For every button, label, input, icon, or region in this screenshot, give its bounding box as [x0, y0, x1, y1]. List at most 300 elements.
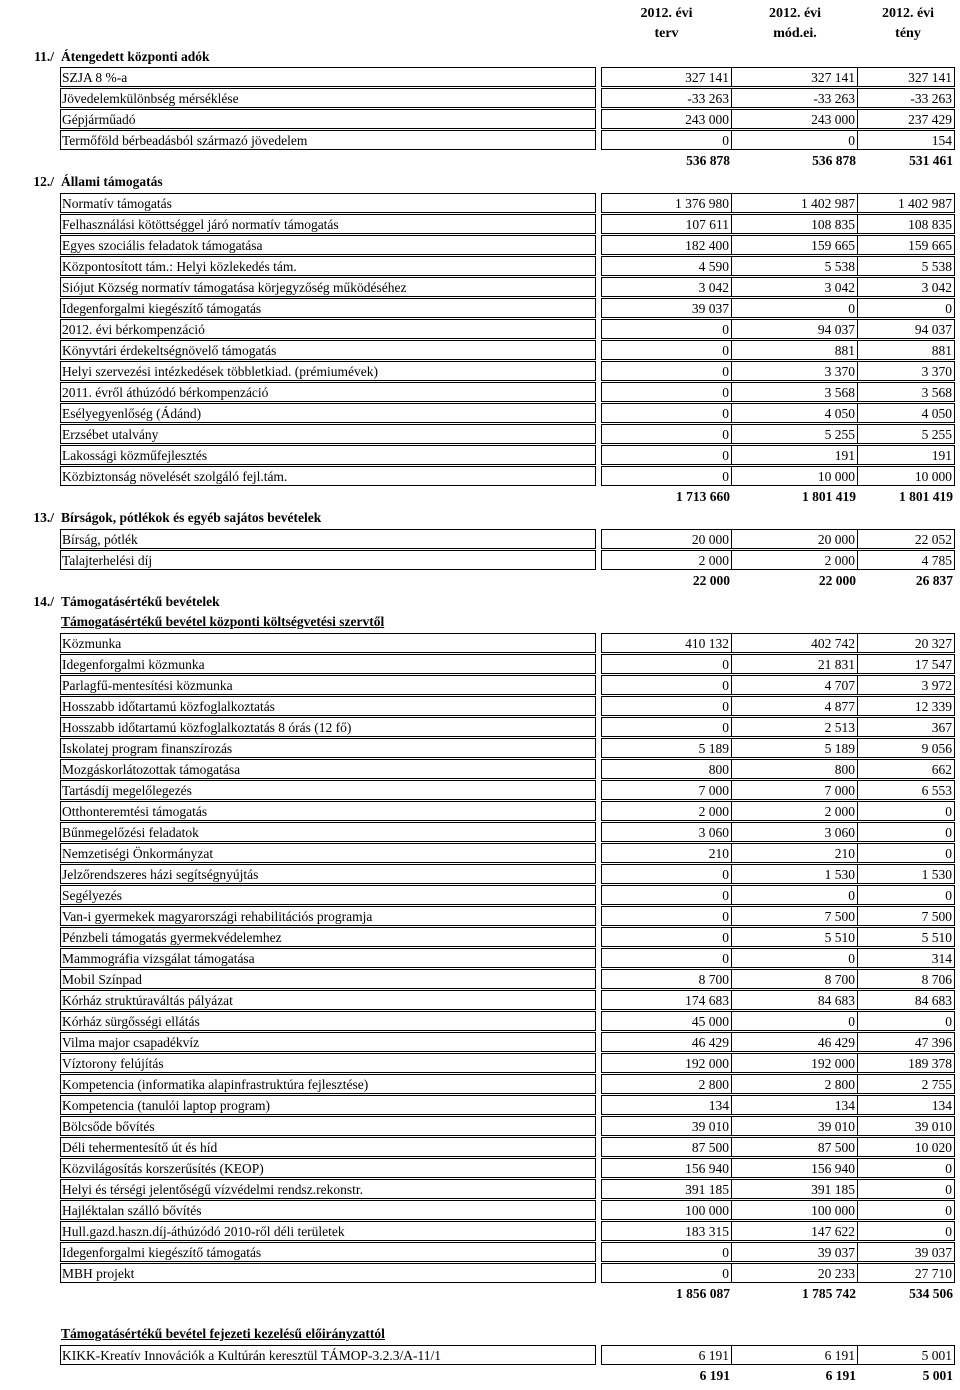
table-row: [0, 696, 960, 716]
value-terv: 391 185: [601, 1179, 732, 1199]
table-row: [0, 843, 960, 863]
value-modei: -33 263: [732, 88, 858, 108]
section-number: 14./: [33, 594, 54, 609]
value-teny: 191: [858, 445, 955, 465]
value-teny: 5 255: [858, 424, 955, 444]
table-row: [0, 654, 960, 674]
value-teny: 4 050: [858, 403, 955, 423]
row-label: Segélyezés: [60, 885, 596, 905]
value-modei: 7 500: [732, 906, 858, 926]
row-label: 2011. évről áthúzódó bérkompenzáció: [60, 382, 596, 402]
section-header: [0, 592, 960, 612]
value-teny: 531 461: [909, 153, 953, 168]
value-terv: 156 940: [601, 1158, 732, 1178]
table-row: [0, 1116, 960, 1136]
table-row: [0, 67, 960, 87]
table-row: [0, 759, 960, 779]
value-modei: 0: [732, 1011, 858, 1031]
value-teny: 10 000: [858, 466, 955, 486]
row-label: Idegenforgalmi kiegészítő támogatás: [60, 1242, 596, 1262]
total-row: [0, 1284, 960, 1304]
value-terv: 243 000: [601, 109, 732, 129]
value-modei: 87 500: [732, 1137, 858, 1157]
value-terv: 800: [601, 759, 732, 779]
table-row: [0, 633, 960, 653]
value-teny: 6 553: [858, 780, 955, 800]
value-modei: 4 050: [732, 403, 858, 423]
table-row: [0, 885, 960, 905]
row-label: Kompetencia (informatika alapinfrastruktúra fejlesztése): [60, 1074, 596, 1094]
value-teny: 4 785: [858, 550, 955, 570]
value-modei: 327 141: [732, 67, 858, 87]
value-teny: 5 510: [858, 927, 955, 947]
value-teny: 0: [858, 1200, 955, 1220]
table-row: [0, 445, 960, 465]
value-teny: 134: [858, 1095, 955, 1115]
value-terv: 0: [601, 382, 732, 402]
row-label: Siójut Község normatív támogatása körjegyzőség működéséhez: [60, 277, 596, 297]
row-label: Jövedelemkülönbség mérséklése: [60, 88, 596, 108]
table-row: [0, 214, 960, 234]
value-teny: 0: [858, 1221, 955, 1241]
value-terv: 0: [601, 319, 732, 339]
row-label: MBH projekt: [60, 1263, 596, 1283]
value-terv: 0: [601, 948, 732, 968]
value-modei: 2 000: [732, 550, 858, 570]
value-modei: 210: [732, 843, 858, 863]
value-teny: 5 538: [858, 256, 955, 276]
value-terv: 0: [601, 927, 732, 947]
value-terv: 0: [601, 885, 732, 905]
table-row: [0, 88, 960, 108]
row-label: Gépjárműadó: [60, 109, 596, 129]
value-terv: 0: [601, 864, 732, 884]
row-label: Idegenforgalmi közmunka: [60, 654, 596, 674]
value-modei: 5 189: [732, 738, 858, 758]
value-terv: 0: [601, 717, 732, 737]
row-label: Kórház struktúraváltás pályázat: [60, 990, 596, 1010]
row-label: Helyi szervezési intézkedések többletkiad. (prémiumévek): [60, 361, 596, 381]
header-col-teny-line1: 2012. évi: [881, 6, 935, 21]
table-row: [0, 1200, 960, 1220]
value-teny: 1 402 987: [858, 193, 955, 213]
row-label: Hosszabb időtartamú közfoglalkoztatás 8 órás (12 fő): [60, 717, 596, 737]
row-label: Könyvtári érdekeltségnövelő támogatás: [60, 340, 596, 360]
value-modei: 3 568: [732, 382, 858, 402]
value-terv: 1 713 660: [676, 489, 730, 504]
value-modei: 21 831: [732, 654, 858, 674]
row-label: Lakossági közműfejlesztés: [60, 445, 596, 465]
value-teny: 3 568: [858, 382, 955, 402]
table-row: [0, 1074, 960, 1094]
value-teny: -33 263: [858, 88, 955, 108]
value-terv: 1 856 087: [676, 1286, 730, 1301]
value-terv: 6 191: [601, 1345, 732, 1365]
value-teny: 189 378: [858, 1053, 955, 1073]
value-modei: 1 801 419: [802, 489, 856, 504]
value-teny: 314: [858, 948, 955, 968]
subsection-header: [0, 612, 960, 632]
value-teny: 3 972: [858, 675, 955, 695]
table-row: [0, 1032, 960, 1052]
header-col-teny: [858, 4, 958, 44]
row-label: Víztorony felújítás: [60, 1053, 596, 1073]
row-label: Mozgáskorlátozottak támogatása: [60, 759, 596, 779]
section-title: Állami támogatás: [61, 174, 163, 189]
value-teny: 0: [858, 843, 955, 863]
value-teny: 39 037: [858, 1242, 955, 1262]
table-row: [0, 193, 960, 213]
value-terv: 536 878: [686, 153, 730, 168]
value-teny: 0: [858, 822, 955, 842]
value-teny: 3 042: [858, 277, 955, 297]
value-terv: 0: [601, 445, 732, 465]
value-modei: 108 835: [732, 214, 858, 234]
value-terv: 210: [601, 843, 732, 863]
value-terv: 1 376 980: [601, 193, 732, 213]
value-modei: 3 370: [732, 361, 858, 381]
table-row: [0, 1158, 960, 1178]
table-row: [0, 780, 960, 800]
value-teny: 9 056: [858, 738, 955, 758]
value-modei: 46 429: [732, 1032, 858, 1052]
value-teny: 367: [858, 717, 955, 737]
row-label: Hull.gazd.haszn.díj-áthúzódó 2010-ről déli területek: [60, 1221, 596, 1241]
table-row: [0, 1242, 960, 1262]
row-label: Közmunka: [60, 633, 596, 653]
value-terv: 174 683: [601, 990, 732, 1010]
value-terv: 2 800: [601, 1074, 732, 1094]
header-col-terv-line1: 2012. évi: [640, 6, 693, 21]
table-row: [0, 1137, 960, 1157]
row-label: KIKK-Kreatív Innovációk a Kultúrán keresztül TÁMOP-3.2.3/A-11/1: [60, 1345, 596, 1365]
value-terv: 100 000: [601, 1200, 732, 1220]
value-terv: 87 500: [601, 1137, 732, 1157]
section-number: 11./: [34, 49, 54, 64]
table-row: [0, 1345, 960, 1365]
value-modei: 159 665: [732, 235, 858, 255]
value-modei: 391 185: [732, 1179, 858, 1199]
value-modei: 6 191: [825, 1368, 856, 1383]
value-teny: 12 339: [858, 696, 955, 716]
total-row: [0, 571, 960, 591]
table-row: [0, 361, 960, 381]
table-row: [0, 927, 960, 947]
value-terv: 0: [601, 340, 732, 360]
row-label: Parlagfű-mentesítési közmunka: [60, 675, 596, 695]
row-label: Közvilágosítás korszerűsítés (KEOP): [60, 1158, 596, 1178]
row-label: SZJA 8 %-a: [60, 67, 596, 87]
value-modei: 10 000: [732, 466, 858, 486]
section-number: 12./: [33, 174, 54, 189]
subsection-title: Támogatásértékű bevétel fejezeti kezelésű előirányzattól: [61, 1326, 385, 1341]
table-row: [0, 990, 960, 1010]
table-row: [0, 948, 960, 968]
value-modei: 0: [732, 130, 858, 150]
table-row: [0, 298, 960, 318]
table-row: [0, 1263, 960, 1283]
value-teny: 5 001: [922, 1368, 953, 1383]
row-label: Vilma major csapadékvíz: [60, 1032, 596, 1052]
value-teny: 5 001: [858, 1345, 955, 1365]
value-teny: 7 500: [858, 906, 955, 926]
value-terv: 192 000: [601, 1053, 732, 1073]
table-row: [0, 403, 960, 423]
value-teny: 0: [858, 885, 955, 905]
value-modei: 800: [732, 759, 858, 779]
table-row: [0, 1179, 960, 1199]
value-modei: 2 800: [732, 1074, 858, 1094]
value-teny: 22 052: [858, 529, 955, 549]
value-terv: 39 037: [601, 298, 732, 318]
table-row: [0, 466, 960, 486]
value-modei: 5 255: [732, 424, 858, 444]
value-terv: 327 141: [601, 67, 732, 87]
section-title: Támogatásértékű bevételek: [61, 594, 220, 609]
header-col-teny-line2: tény: [895, 26, 921, 41]
header-col-modei-line2: mód.ei.: [773, 26, 817, 41]
value-terv: 410 132: [601, 633, 732, 653]
table-row: [0, 864, 960, 884]
row-label: Van-i gyermekek magyarországi rehabilitációs programja: [60, 906, 596, 926]
value-modei: 881: [732, 340, 858, 360]
value-teny: 0: [858, 1158, 955, 1178]
value-modei: 5 538: [732, 256, 858, 276]
row-label: Felhasználási kötöttséggel járó normatív támogatás: [60, 214, 596, 234]
row-label: Jelzőrendszeres házi segítségnyújtás: [60, 864, 596, 884]
row-label: 2012. évi bérkompenzáció: [60, 319, 596, 339]
table-row: [0, 738, 960, 758]
value-modei: 3 042: [732, 277, 858, 297]
section-header: [0, 47, 960, 67]
value-teny: 84 683: [858, 990, 955, 1010]
table-row: [0, 550, 960, 570]
row-label: Erzsébet utalvány: [60, 424, 596, 444]
value-modei: 134: [732, 1095, 858, 1115]
subsection-title: Támogatásértékű bevétel központi költségvetési szervtől: [61, 614, 385, 629]
table-row: [0, 130, 960, 150]
section-number: 13./: [33, 510, 54, 525]
value-teny: 881: [858, 340, 955, 360]
row-label: Pénzbeli támogatás gyermekvédelemhez: [60, 927, 596, 947]
total-row: [0, 1366, 960, 1386]
value-modei: 3 060: [732, 822, 858, 842]
value-modei: 2 000: [732, 801, 858, 821]
table-row: [0, 277, 960, 297]
table-row: [0, 319, 960, 339]
row-label: Otthonteremtési támogatás: [60, 801, 596, 821]
value-terv: 2 000: [601, 801, 732, 821]
header-col-modei: [732, 4, 858, 44]
value-terv: -33 263: [601, 88, 732, 108]
section-title: Bírságok, pótlékok és egyéb sajátos bevételek: [61, 510, 322, 525]
table-row: [0, 906, 960, 926]
value-teny: 108 835: [858, 214, 955, 234]
row-label: Helyi és térségi jelentőségű vízvédelmi rendsz.rekonstr.: [60, 1179, 596, 1199]
total-row: [0, 151, 960, 171]
row-label: Iskolatej program finanszírozás: [60, 738, 596, 758]
row-label: Idegenforgalmi kiegészítő támogatás: [60, 298, 596, 318]
value-modei: 39 037: [732, 1242, 858, 1262]
value-modei: 4 707: [732, 675, 858, 695]
row-label: Kompetencia (tanulói laptop program): [60, 1095, 596, 1115]
table-row: [0, 340, 960, 360]
value-modei: 402 742: [732, 633, 858, 653]
value-terv: 0: [601, 466, 732, 486]
header-col-modei-line1: 2012. évi: [768, 6, 822, 21]
table-row: [0, 1095, 960, 1115]
value-terv: 0: [601, 361, 732, 381]
section-header: [0, 172, 960, 192]
value-modei: 20 000: [732, 529, 858, 549]
value-modei: 6 191: [732, 1345, 858, 1365]
header-col-terv-line2: terv: [654, 26, 679, 41]
value-modei: 156 940: [732, 1158, 858, 1178]
row-label: Kórház sürgősségi ellátás: [60, 1011, 596, 1031]
value-teny: 0: [858, 1011, 955, 1031]
row-label: Termőföld bérbeadásból származó jövedelem: [60, 130, 596, 150]
value-modei: 2 513: [732, 717, 858, 737]
value-terv: 3 060: [601, 822, 732, 842]
value-modei: 22 000: [818, 573, 856, 588]
value-modei: 100 000: [732, 1200, 858, 1220]
value-modei: 191: [732, 445, 858, 465]
table-row: [0, 822, 960, 842]
value-terv: 182 400: [601, 235, 732, 255]
row-label: Mobil Színpad: [60, 969, 596, 989]
table-row: [0, 382, 960, 402]
value-teny: 534 506: [909, 1286, 953, 1301]
value-modei: 39 010: [732, 1116, 858, 1136]
value-terv: 7 000: [601, 780, 732, 800]
value-teny: 1 801 419: [899, 489, 953, 504]
row-label: Mammográfia vizsgálat támogatása: [60, 948, 596, 968]
value-modei: 0: [732, 298, 858, 318]
table-row: [0, 1221, 960, 1241]
value-terv: 2 000: [601, 550, 732, 570]
value-teny: 154: [858, 130, 955, 150]
row-label: Bűnmegelőzési feladatok: [60, 822, 596, 842]
value-modei: 1 785 742: [802, 1286, 856, 1301]
table-row: [0, 256, 960, 276]
table-row: [0, 235, 960, 255]
row-label: Központosított tám.: Helyi közlekedés tám.: [60, 256, 596, 276]
value-terv: 134: [601, 1095, 732, 1115]
value-terv: 0: [601, 424, 732, 444]
value-teny: 17 547: [858, 654, 955, 674]
value-teny: 0: [858, 1179, 955, 1199]
value-terv: 4 590: [601, 256, 732, 276]
value-modei: 147 622: [732, 1221, 858, 1241]
value-modei: 1 402 987: [732, 193, 858, 213]
section-header: [0, 508, 960, 528]
value-teny: 94 037: [858, 319, 955, 339]
row-label: Tartásdíj megelőlegezés: [60, 780, 596, 800]
table-row: [0, 1053, 960, 1073]
value-teny: 0: [858, 801, 955, 821]
value-teny: 8 706: [858, 969, 955, 989]
row-label: Hajléktalan szálló bővítés: [60, 1200, 596, 1220]
value-modei: 536 878: [812, 153, 856, 168]
value-modei: 0: [732, 885, 858, 905]
value-terv: 0: [601, 654, 732, 674]
value-terv: 0: [601, 403, 732, 423]
row-label: Közbiztonság növelését szolgáló fejl.tám.: [60, 466, 596, 486]
row-label: Talajterhelési díj: [60, 550, 596, 570]
value-terv: 22 000: [692, 573, 730, 588]
value-terv: 107 611: [601, 214, 732, 234]
value-teny: 10 020: [858, 1137, 955, 1157]
value-modei: 4 877: [732, 696, 858, 716]
section-title: Átengedett központi adók: [61, 49, 210, 64]
row-label: Bírság, pótlék: [60, 529, 596, 549]
value-terv: 0: [601, 696, 732, 716]
value-terv: 39 010: [601, 1116, 732, 1136]
value-teny: 20 327: [858, 633, 955, 653]
table-row: [0, 801, 960, 821]
value-teny: 3 370: [858, 361, 955, 381]
value-terv: 0: [601, 130, 732, 150]
value-terv: 8 700: [601, 969, 732, 989]
value-modei: 84 683: [732, 990, 858, 1010]
row-label: Bölcsőde bővítés: [60, 1116, 596, 1136]
value-modei: 8 700: [732, 969, 858, 989]
value-terv: 183 315: [601, 1221, 732, 1241]
row-label: Normatív támogatás: [60, 193, 596, 213]
value-teny: 47 396: [858, 1032, 955, 1052]
value-modei: 7 000: [732, 780, 858, 800]
value-teny: 27 710: [858, 1263, 955, 1283]
value-modei: 0: [732, 948, 858, 968]
value-teny: 26 837: [915, 573, 953, 588]
row-label: Egyes szociális feladatok támogatása: [60, 235, 596, 255]
total-row: [0, 487, 960, 507]
value-terv: 6 191: [699, 1368, 730, 1383]
value-teny: 159 665: [858, 235, 955, 255]
value-teny: 327 141: [858, 67, 955, 87]
table-row: [0, 717, 960, 737]
value-teny: 662: [858, 759, 955, 779]
table-row: [0, 529, 960, 549]
table-row: [0, 109, 960, 129]
subsection-header: [0, 1324, 960, 1344]
table-row: [0, 424, 960, 444]
row-label: Hosszabb időtartamú közfoglalkoztatás: [60, 696, 596, 716]
value-modei: 192 000: [732, 1053, 858, 1073]
value-terv: 0: [601, 675, 732, 695]
table-row: [0, 675, 960, 695]
value-teny: 39 010: [858, 1116, 955, 1136]
value-terv: 5 189: [601, 738, 732, 758]
value-teny: 237 429: [858, 109, 955, 129]
value-terv: 20 000: [601, 529, 732, 549]
table-row: [0, 1011, 960, 1031]
value-teny: 2 755: [858, 1074, 955, 1094]
value-modei: 94 037: [732, 319, 858, 339]
value-modei: 20 233: [732, 1263, 858, 1283]
row-label: Esélyegyenlőség (Ádánd): [60, 403, 596, 423]
value-terv: 0: [601, 1263, 732, 1283]
row-label: Nemzetiségi Önkormányzat: [60, 843, 596, 863]
value-terv: 46 429: [601, 1032, 732, 1052]
value-teny: 1 530: [858, 864, 955, 884]
row-label: Déli tehermentesítő út és híd: [60, 1137, 596, 1157]
value-terv: 45 000: [601, 1011, 732, 1031]
value-terv: 3 042: [601, 277, 732, 297]
value-terv: 0: [601, 906, 732, 926]
value-teny: 0: [858, 298, 955, 318]
value-modei: 243 000: [732, 109, 858, 129]
